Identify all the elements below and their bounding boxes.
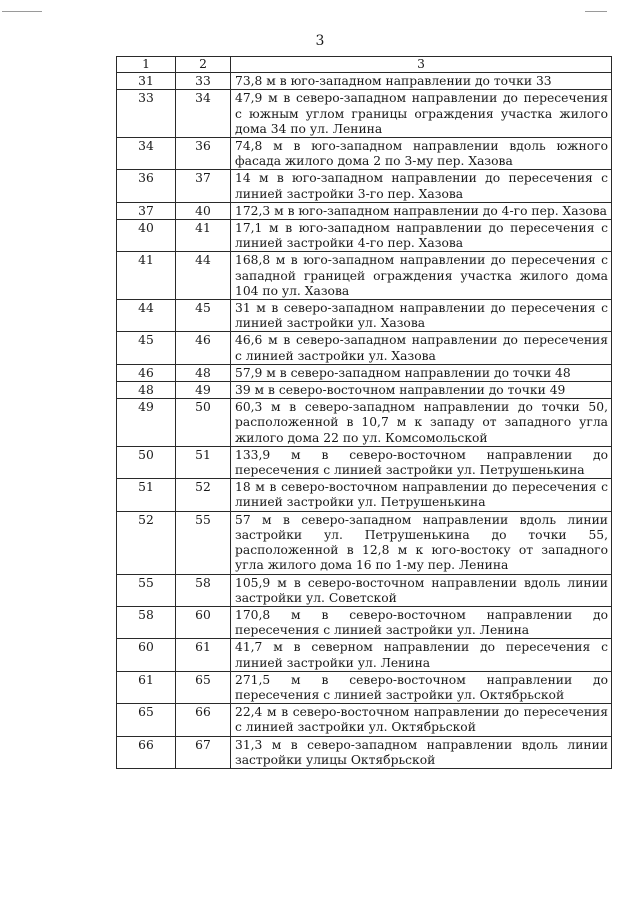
segment-description-cell: 57 м в северо-западном направлении вдоль линии застройки ул. Петрушенькина до точки 55, расположенной в 12,8 м к юго-востоку от западного угла жилого дома 16 по 1-му пер. Ленина bbox=[231, 511, 612, 574]
column-header-1: 1 bbox=[117, 57, 176, 73]
segment-description-cell: 47,9 м в северо-западном направлении до пересечения с южным углом границы ограждения участка жилого дома 34 по ул. Ленина bbox=[231, 90, 612, 138]
point-from-cell: 50 bbox=[117, 446, 176, 478]
table-row bbox=[117, 639, 612, 671]
table-row bbox=[117, 606, 612, 638]
point-to-cell: 66 bbox=[176, 704, 231, 736]
table-row bbox=[117, 382, 612, 399]
point-from-cell: 52 bbox=[117, 511, 176, 574]
table-row bbox=[117, 399, 612, 447]
point-to-cell: 58 bbox=[176, 574, 231, 606]
point-from-cell: 49 bbox=[117, 399, 176, 447]
segment-description-cell: 105,9 м в северо-восточном направлении вдоль линии застройки ул. Советской bbox=[231, 574, 612, 606]
segment-description-cell: 18 м в северо-восточном направлении до пересечения с линией застройки ул. Петрушенькина bbox=[231, 479, 612, 511]
table-row bbox=[117, 90, 612, 138]
segment-description-cell: 41,7 м в северном направлении до пересечения с линией застройки ул. Ленина bbox=[231, 639, 612, 671]
point-from-cell: 61 bbox=[117, 671, 176, 703]
point-to-cell: 33 bbox=[176, 73, 231, 90]
point-from-cell: 31 bbox=[117, 73, 176, 90]
table-row bbox=[117, 364, 612, 381]
point-to-cell: 40 bbox=[176, 202, 231, 219]
segment-description-cell: 17,1 м в юго-западном направлении до пересечения с линией застройки 4-го пер. Хазова bbox=[231, 220, 612, 252]
point-from-cell: 36 bbox=[117, 170, 176, 202]
point-to-cell: 46 bbox=[176, 332, 231, 364]
point-from-cell: 55 bbox=[117, 574, 176, 606]
point-to-cell: 51 bbox=[176, 446, 231, 478]
scan-mark-right bbox=[585, 11, 607, 12]
table-row bbox=[117, 479, 612, 511]
point-from-cell: 46 bbox=[117, 364, 176, 381]
segment-description-cell: 172,3 м в юго-западном направлении до 4-го пер. Хазова bbox=[231, 202, 612, 219]
segment-description-cell: 46,6 м в северо-западном направлении до пересечения с линией застройки ул. Хазова bbox=[231, 332, 612, 364]
segment-description-cell: 14 м в юго-западном направлении до пересечения с линией застройки 3-го пер. Хазова bbox=[231, 170, 612, 202]
point-to-cell: 48 bbox=[176, 364, 231, 381]
table-row bbox=[117, 202, 612, 219]
point-from-cell: 60 bbox=[117, 639, 176, 671]
segment-description-cell: 73,8 м в юго-западном направлении до точки 33 bbox=[231, 73, 612, 90]
table-row bbox=[117, 170, 612, 202]
point-to-cell: 65 bbox=[176, 671, 231, 703]
table-row bbox=[117, 138, 612, 170]
table-row bbox=[117, 671, 612, 703]
table-row bbox=[117, 300, 612, 332]
point-to-cell: 55 bbox=[176, 511, 231, 574]
point-from-cell: 48 bbox=[117, 382, 176, 399]
point-to-cell: 45 bbox=[176, 300, 231, 332]
point-to-cell: 34 bbox=[176, 90, 231, 138]
point-to-cell: 49 bbox=[176, 382, 231, 399]
point-from-cell: 51 bbox=[117, 479, 176, 511]
table-row bbox=[117, 252, 612, 300]
point-to-cell: 50 bbox=[176, 399, 231, 447]
table-row bbox=[117, 220, 612, 252]
boundary-table bbox=[116, 56, 612, 769]
column-header-3: 3 bbox=[231, 57, 612, 73]
segment-description-cell: 39 м в северо-восточном направлении до точки 49 bbox=[231, 382, 612, 399]
point-from-cell: 41 bbox=[117, 252, 176, 300]
scan-mark-left bbox=[2, 11, 42, 12]
point-from-cell: 58 bbox=[117, 606, 176, 638]
point-from-cell: 66 bbox=[117, 736, 176, 768]
segment-description-cell: 170,8 м в северо-восточном направлении до пересечения с линией застройки ул. Ленина bbox=[231, 606, 612, 638]
page-number: 3 bbox=[315, 33, 325, 49]
segment-description-cell: 74,8 м в юго-западном направлении вдоль южного фасада жилого дома 2 по 3-му пер. Хазова bbox=[231, 138, 612, 170]
table-body bbox=[117, 73, 612, 769]
point-to-cell: 61 bbox=[176, 639, 231, 671]
point-from-cell: 44 bbox=[117, 300, 176, 332]
segment-description-cell: 60,3 м в северо-западном направлении до точки 50, расположенной в 10,7 м к западу от западного угла жилого дома 22 по ул. Комсомольской bbox=[231, 399, 612, 447]
table-header-row bbox=[117, 57, 612, 73]
table-row bbox=[117, 511, 612, 574]
point-from-cell: 40 bbox=[117, 220, 176, 252]
table-row bbox=[117, 704, 612, 736]
point-to-cell: 52 bbox=[176, 479, 231, 511]
point-to-cell: 60 bbox=[176, 606, 231, 638]
table-row bbox=[117, 332, 612, 364]
segment-description-cell: 31 м в северо-западном направлении до пересечения с линией застройки ул. Хазова bbox=[231, 300, 612, 332]
table-row bbox=[117, 736, 612, 768]
table-row bbox=[117, 574, 612, 606]
segment-description-cell: 57,9 м в северо-западном направлении до точки 48 bbox=[231, 364, 612, 381]
segment-description-cell: 271,5 м в северо-восточном направлении до пересечения с линией застройки ул. Октябрьской bbox=[231, 671, 612, 703]
point-to-cell: 37 bbox=[176, 170, 231, 202]
segment-description-cell: 168,8 м в юго-западном направлении до пересечения с западной границей ограждения участка жилого дома 104 по ул. Хазова bbox=[231, 252, 612, 300]
segment-description-cell: 22,4 м в северо-восточном направлении до пересечения с линией застройки ул. Октябрьской bbox=[231, 704, 612, 736]
point-from-cell: 34 bbox=[117, 138, 176, 170]
segment-description-cell: 133,9 м в северо-восточном направлении до пересечения с линией застройки ул. Петрушенькина bbox=[231, 446, 612, 478]
column-header-2: 2 bbox=[176, 57, 231, 73]
point-from-cell: 37 bbox=[117, 202, 176, 219]
point-to-cell: 67 bbox=[176, 736, 231, 768]
point-from-cell: 33 bbox=[117, 90, 176, 138]
table-row bbox=[117, 446, 612, 478]
table-row bbox=[117, 73, 612, 90]
point-to-cell: 41 bbox=[176, 220, 231, 252]
segment-description-cell: 31,3 м в северо-западном направлении вдоль линии застройки улицы Октябрьской bbox=[231, 736, 612, 768]
point-to-cell: 36 bbox=[176, 138, 231, 170]
point-from-cell: 45 bbox=[117, 332, 176, 364]
point-from-cell: 65 bbox=[117, 704, 176, 736]
point-to-cell: 44 bbox=[176, 252, 231, 300]
